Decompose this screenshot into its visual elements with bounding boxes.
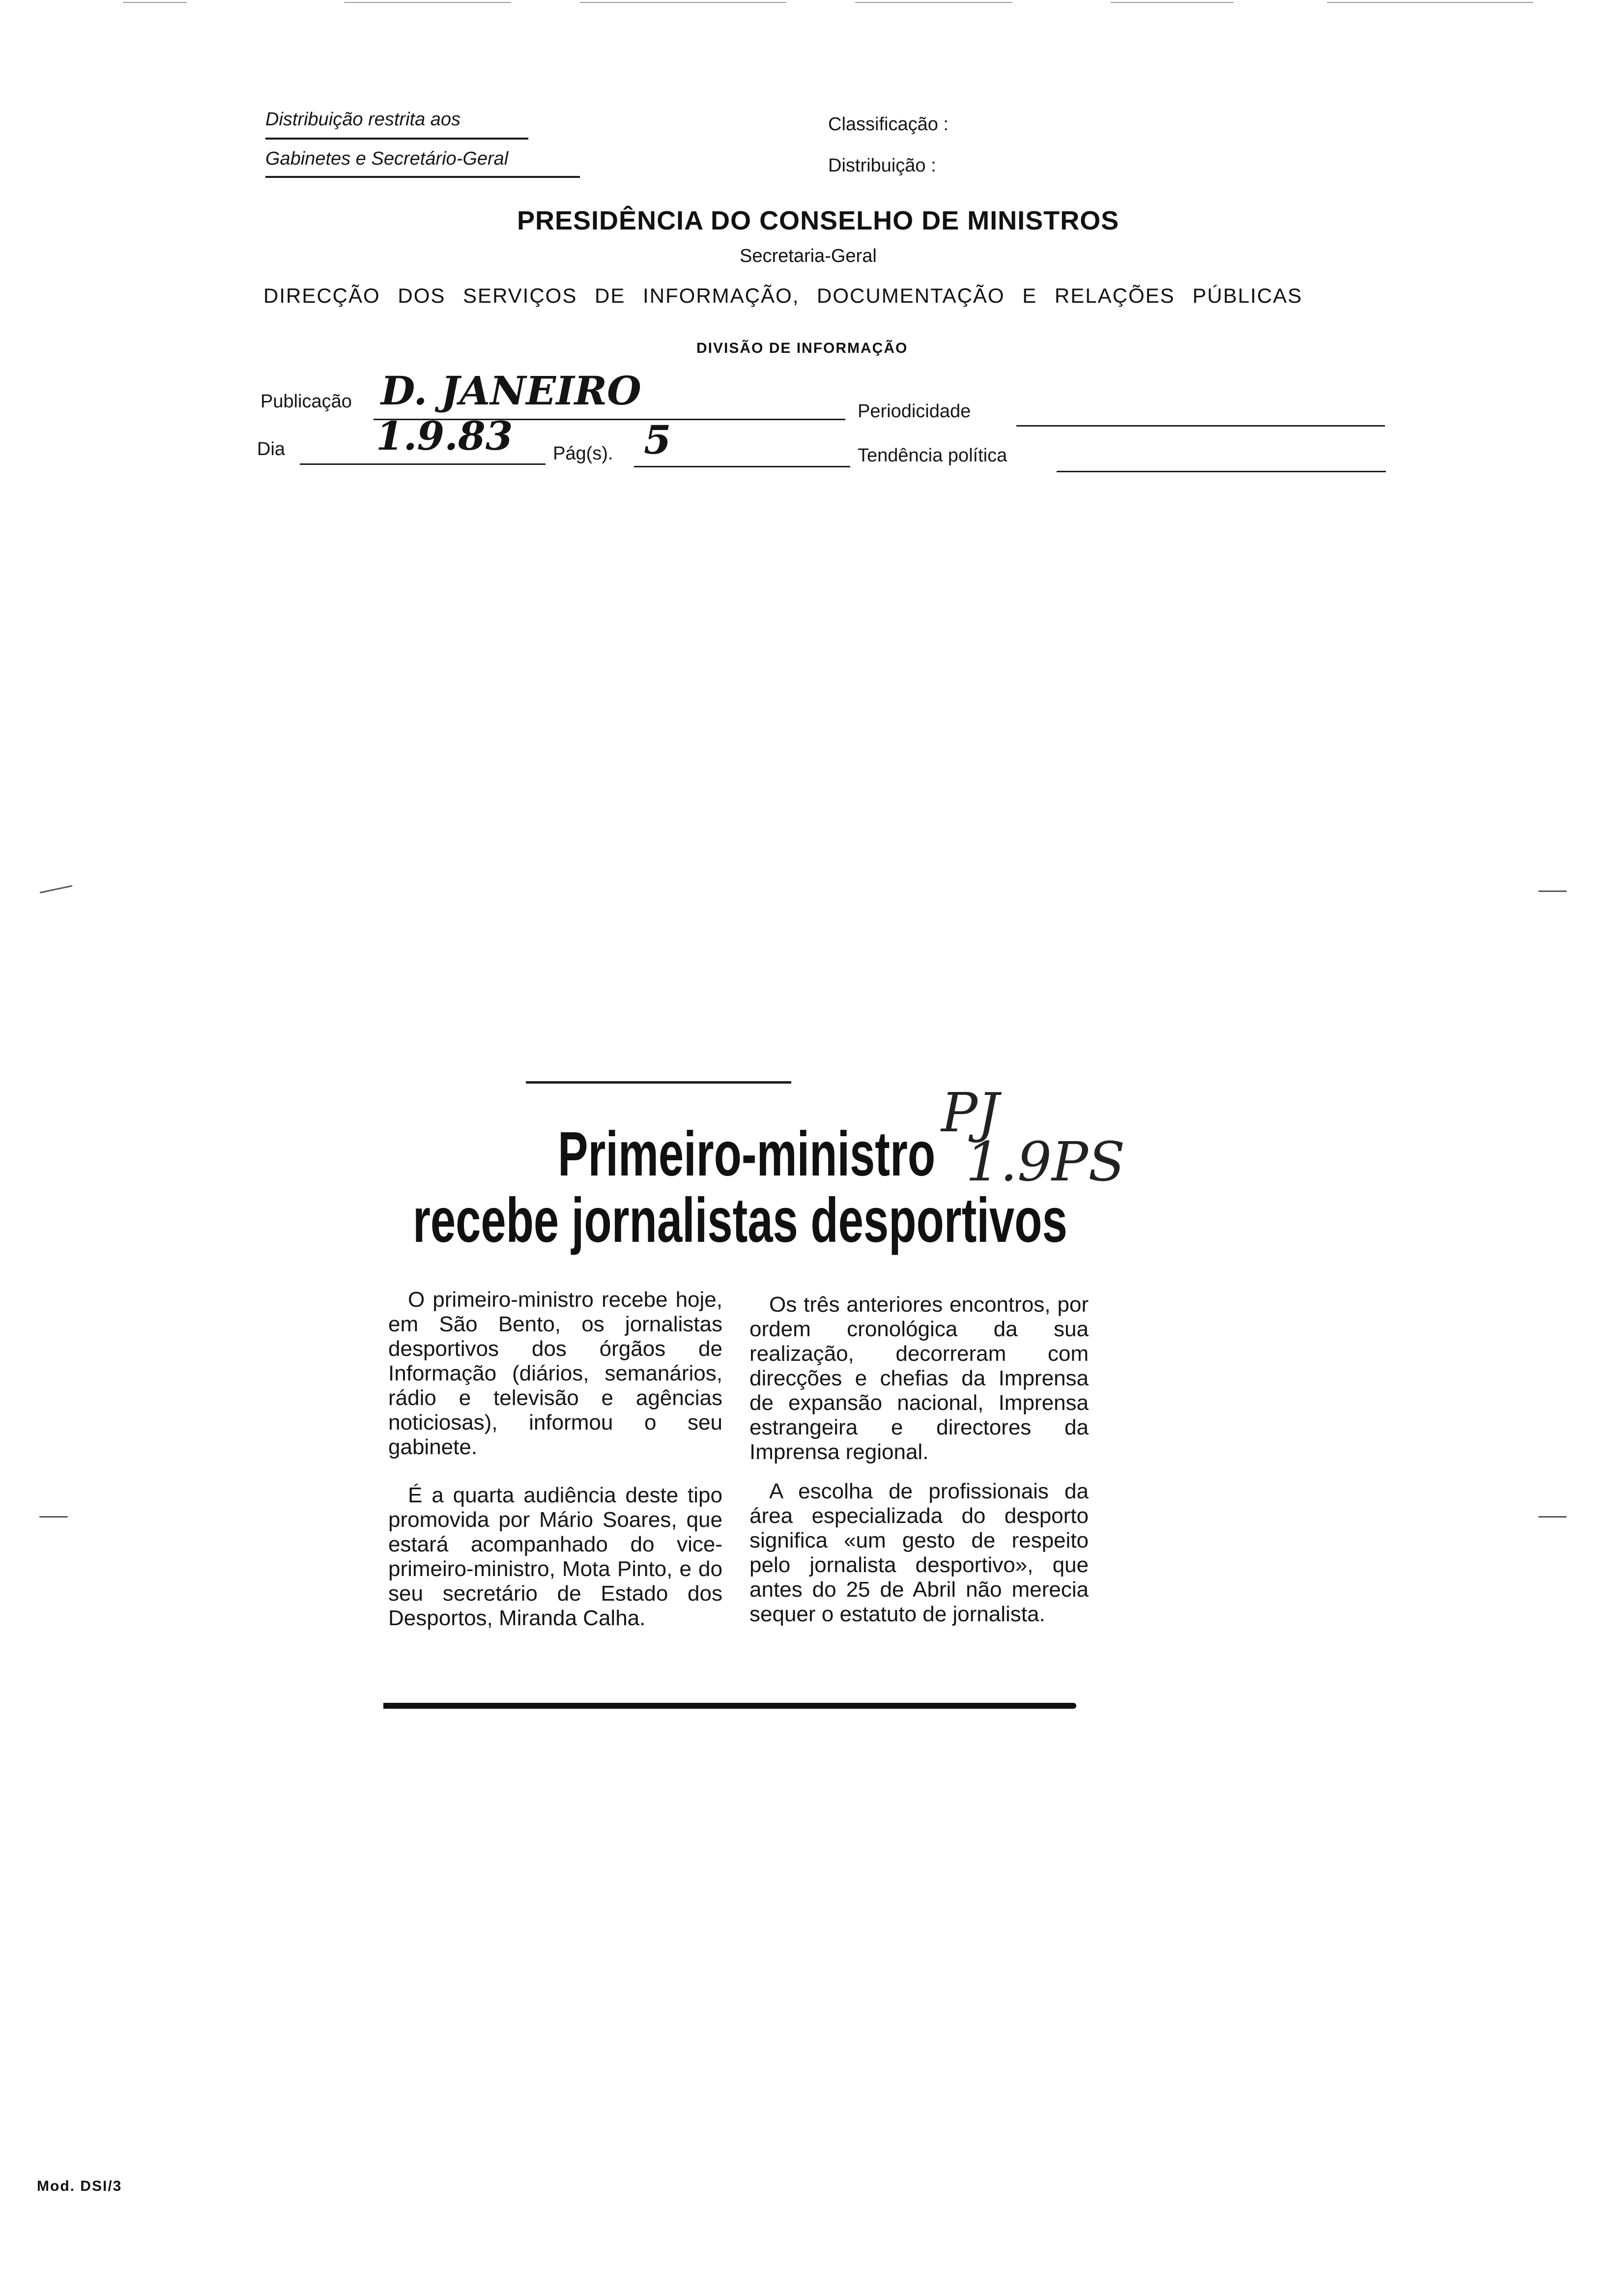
handwritten-annotation-line1: PJ — [941, 1081, 1000, 1144]
dia-value: 1.9.83 — [376, 413, 513, 459]
pags-line — [634, 466, 850, 467]
form-model-code: Mod. DSI/3 — [37, 2178, 122, 2194]
article-bottom-rule — [383, 1703, 1076, 1709]
scan-artifact — [580, 2, 786, 3]
handwritten-annotation-line2: 1.9PS — [966, 1130, 1125, 1193]
tendencia-label: Tendência política — [858, 445, 1008, 466]
article-column-2 — [749, 1292, 1089, 1650]
publicacao-value: D. JANEIRO — [381, 368, 641, 414]
dia-label: Dia — [257, 439, 286, 459]
scan-artifact — [1111, 2, 1234, 3]
tendencia-line — [1057, 471, 1386, 472]
classificacao-label: Classificação : — [828, 114, 949, 135]
periodicidade-line — [1016, 425, 1385, 427]
article-top-rule — [526, 1081, 791, 1084]
restricted-distribution-line2: Gabinetes e Secretário-Geral — [265, 148, 509, 169]
punch-mark — [1538, 890, 1567, 892]
agency-title: PRESIDÊNCIA DO CONSELHO DE MINISTROS — [517, 206, 1120, 235]
article-column-1 — [388, 1288, 722, 1654]
pags-label: Pág(s). — [553, 443, 613, 464]
scan-artifact — [1327, 2, 1533, 3]
directorate-name: DIRECÇÃO DOS SERVIÇOS DE INFORMAÇÃO, DOCUMENTAÇÃO E RELAÇÕES PÚBLICAS — [263, 284, 1303, 307]
punch-mark — [39, 885, 72, 893]
headline-line2: recebe jornalistas desportivos — [413, 1185, 1067, 1256]
publicacao-label: Publicação — [260, 391, 352, 412]
punch-mark — [39, 1516, 68, 1518]
division-name: DIVISÃO DE INFORMAÇÃO — [696, 340, 908, 356]
article-paragraph: A escolha de profissionais da área especializada do desporto significa «um gesto de respeito pelo jornalista desportivo», que antes do 25 de Abril não merecia sequer o estatuto de jornalista. — [749, 1479, 1089, 1626]
article-paragraph: Os três anteriores encontros, por ordem cronológica da sua realização, decorreram com direcções e chefias da Imprensa de expansão nacional, Imprensa estrangeira e directores da Imprensa regional. — [749, 1292, 1089, 1464]
scan-artifact — [855, 2, 1012, 3]
restricted-underline — [265, 138, 528, 140]
article-paragraph: É a quarta audiência deste tipo promovida por Mário Soares, que estará acompanhado do vice-primeiro-ministro, Mota Pinto, e do seu secretário de Estado dos Desportos, Miranda Calha. — [388, 1483, 722, 1630]
headline-line1: Primeiro-ministro — [558, 1119, 936, 1189]
article-paragraph: O primeiro-ministro recebe hoje, em São Bento, os jornalistas desportivos dos órgãos de Informação (diários, semanários, rádio e televisão e agências noticiosas), informou o seu gabinete. — [388, 1288, 722, 1459]
restricted-distribution-line1: Distribuição restrita aos — [265, 109, 461, 130]
scan-artifact — [123, 2, 187, 3]
agency-subtitle: Secretaria-Geral — [740, 246, 877, 266]
pags-value: 5 — [644, 417, 671, 463]
distribuicao-label: Distribuição : — [828, 155, 936, 176]
periodicidade-label: Periodicidade — [858, 401, 971, 422]
restricted-underline — [265, 176, 580, 178]
dia-line — [300, 463, 546, 465]
scan-artifact — [344, 2, 511, 3]
punch-mark — [1538, 1516, 1567, 1518]
